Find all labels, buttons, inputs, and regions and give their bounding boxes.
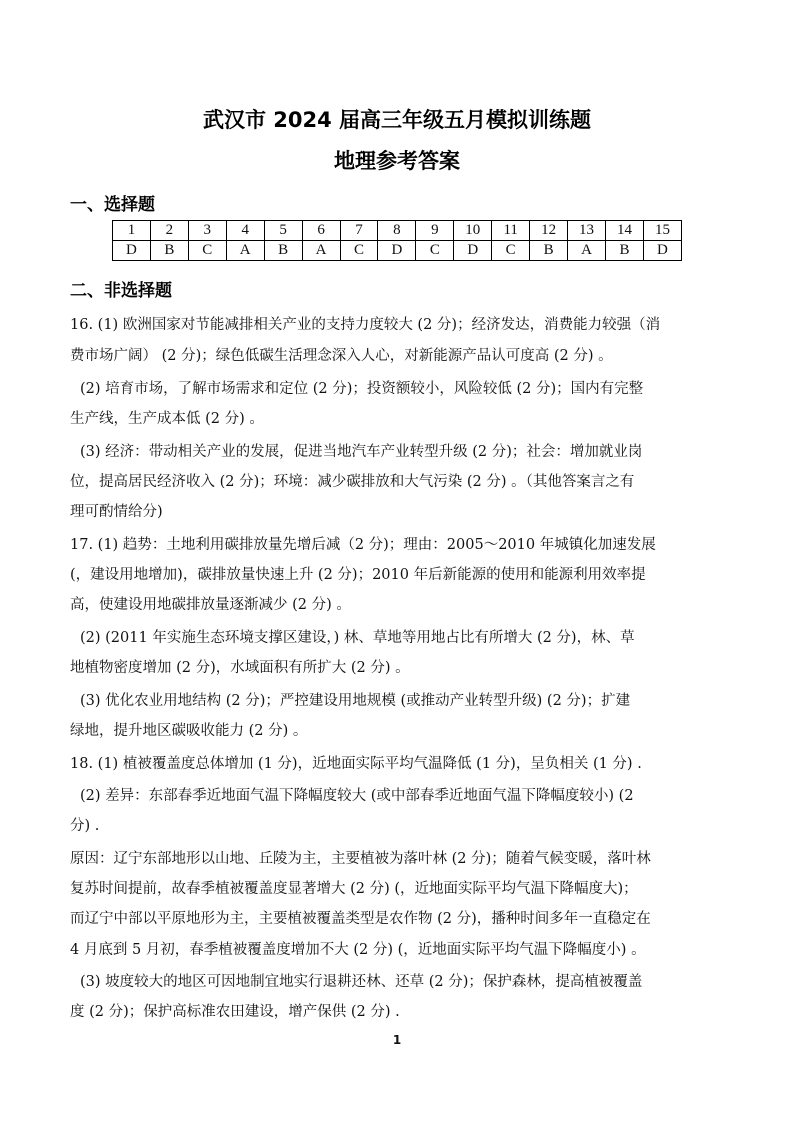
answer-letter: D: [454, 241, 492, 261]
answer-table-answer-row: [113, 241, 682, 261]
q16-part2-line2: 生产线，生产成本低 (2 分) 。: [70, 411, 264, 427]
q16-part3-line3: 理可酌情给分): [70, 504, 163, 520]
answer-letter: C: [416, 241, 454, 261]
q17-part1-line2: (，建设用地增加)，碳排放量快速上升 (2 分)；2010 年后新能源的使用和能源利用效率提: [70, 567, 646, 583]
answer-letter: B: [530, 241, 568, 261]
q18-part2-line1: (2) 差异：东部春季近地面气温下降幅度较大 (或中部春季近地面气温下降幅度较小) (2: [80, 788, 634, 804]
q16-part3-line1: (3) 经济：带动相关产业的发展，促进当地汽车产业转型升级 (2 分)；社会：增加就业岗: [80, 444, 643, 460]
answer-letter: B: [150, 241, 188, 261]
question-number: 7: [340, 221, 378, 241]
answer-letter: B: [264, 241, 302, 261]
answer-letter: A: [302, 241, 340, 261]
q17-part1-line3: 高，使建设用地碳排放量逐渐减少 (2 分) 。: [70, 597, 351, 613]
question-number: 4: [226, 221, 264, 241]
q16-part1-line1: 16. (1) 欧洲国家对节能减排相关产业的支持力度较大 (2 分)；经济发达，消费能力较强（消: [70, 317, 661, 333]
answer-letter: D: [643, 241, 681, 261]
q17-part3-line1: (3) 优化农业用地结构 (2 分)；严控建设用地规模 (或推动产业转型升级) (2 分)；扩建: [80, 693, 631, 709]
q18-part2-line2: 分) .: [70, 818, 100, 834]
answer-letter: B: [605, 241, 643, 261]
q18-reason-line4: 4 月底到 5 月初，春季植被覆盖度增加不大 (2 分) (，近地面实际平均气温下降幅度小) 。: [70, 942, 646, 958]
page-subtitle: 地理参考答案: [334, 149, 460, 173]
q18-part3-line1: (3) 坡度较大的地区可因地制宜地实行退耕还林、还草 (2 分)；保护森林，提高植被覆盖: [80, 974, 643, 990]
question-number: 15: [643, 221, 681, 241]
q16-part1-line2: 费市场广阔） (2 分)；绿色低碳生活理念深入人心，对新能源产品认可度高 (2 分) 。: [70, 348, 613, 364]
answer-letter: D: [378, 241, 416, 261]
choice-section-heading: 一、选择题: [70, 195, 155, 215]
q18-reason-line1: 原因：辽宁东部地形以山地、丘陵为主，主要植被为落叶林 (2 分)；随着气候变暖，落叶林: [70, 851, 651, 867]
answer-letter: C: [340, 241, 378, 261]
answer-letter: A: [568, 241, 606, 261]
question-number: 14: [605, 221, 643, 241]
q16-part2-line1: (2) 培育市场，了解市场需求和定位 (2 分)；投资额较小，风险较低 (2 分)；国内有完整: [80, 381, 644, 397]
q18-part3-line2: 度 (2 分)；保护高标准农田建设，增产保供 (2 分) .: [70, 1004, 400, 1020]
question-number: 11: [492, 221, 530, 241]
nonchoice-section-heading: 二、非选择题: [70, 281, 172, 301]
q17-part1-line1: 17. (1) 趋势：土地利用碳排放量先增后减（2 分)；理由：2005～2010 年城镇化加速发展: [70, 537, 656, 553]
question-number: 13: [568, 221, 606, 241]
answer-letter: D: [113, 241, 151, 261]
question-number: 3: [188, 221, 226, 241]
question-number: 1: [113, 221, 151, 241]
question-number: 8: [378, 221, 416, 241]
answer-letter: C: [492, 241, 530, 261]
question-number: 2: [150, 221, 188, 241]
q17-part3-line2: 绿地，提升地区碳吸收能力 (2 分) 。: [70, 723, 308, 739]
question-number: 6: [302, 221, 340, 241]
q17-part2-line2: 地植物密度增加 (2 分)，水域面积有所扩大 (2 分) 。: [70, 660, 410, 676]
page-number: 1: [392, 1033, 402, 1047]
answer-table: [112, 220, 682, 261]
question-number: 12: [530, 221, 568, 241]
answer-table-number-row: [113, 221, 682, 241]
q17-part2-line1: (2) (2011 年实施生态环境支撑区建设，) 林、草地等用地占比有所增大 (2 分)，林、草: [80, 630, 635, 646]
q18-part1-line1: 18. (1) 植被覆盖度总体增加 (1 分)，近地面实际平均气温降低 (1 分)，呈负相关 (1 分) .: [70, 756, 642, 772]
question-number: 10: [454, 221, 492, 241]
q16-part3-line2: 位，提高居民经济收入 (2 分)；环境：减少碳排放和大气污染 (2 分) 。（其他答案言之有: [70, 474, 635, 490]
q18-reason-line3: 而辽宁中部以平原地形为主，主要植被覆盖类型是农作物 (2 分)，播种时间多年一直稳定在: [70, 911, 651, 927]
q18-reason-line2: 复苏时间提前，故春季植被覆盖度显著增大 (2 分) (，近地面实际平均气温下降幅度大)；: [70, 881, 638, 897]
question-number: 5: [264, 221, 302, 241]
question-number: 9: [416, 221, 454, 241]
page-title: 武汉市 2024 届高三年级五月模拟训练题: [202, 108, 592, 132]
answer-letter: C: [188, 241, 226, 261]
answer-letter: A: [226, 241, 264, 261]
